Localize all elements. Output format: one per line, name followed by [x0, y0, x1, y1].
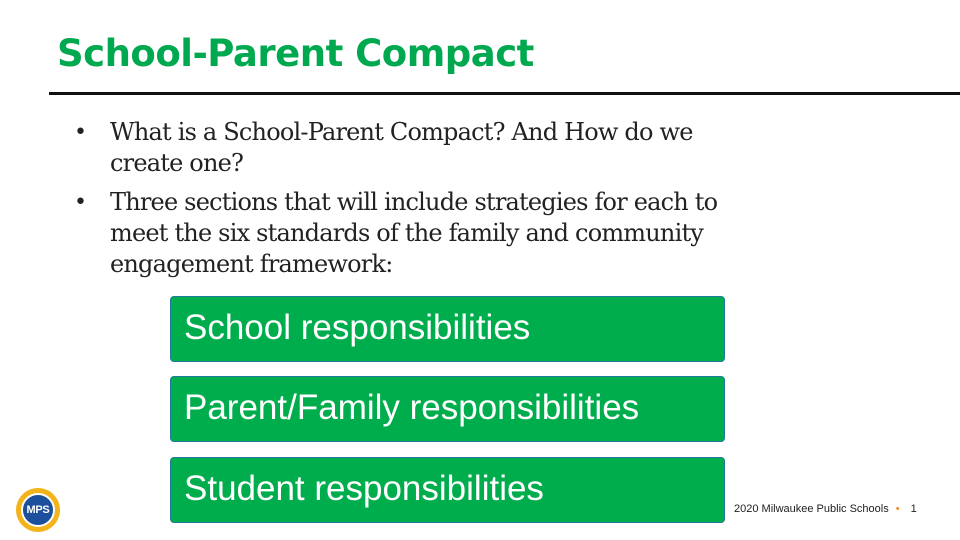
bullet-icon: •	[74, 120, 87, 145]
bullet-text: What is a School-Parent Compact? And How do we create one?	[110, 118, 693, 177]
bullet-item	[74, 187, 754, 280]
title-divider	[49, 92, 960, 95]
footer-copyright: 2020 Milwaukee Public Schools	[734, 503, 889, 515]
bullet-item	[74, 117, 754, 179]
bullet-text: Three sections that will include strategies for each to meet the six standards of the family and community engagement framework:	[110, 188, 718, 278]
slide-title: School-Parent Compact	[57, 32, 534, 75]
student-responsibilities-box: Student responsibilities	[170, 457, 725, 523]
school-responsibilities-box: School responsibilities	[170, 296, 725, 362]
bullet-list	[74, 117, 754, 288]
parent-family-responsibilities-box: Parent/Family responsibilities	[170, 376, 725, 442]
footer-separator: •	[895, 503, 900, 515]
footer	[734, 503, 917, 515]
bullet-icon: •	[74, 190, 87, 215]
page-number: 1	[910, 503, 917, 515]
logo-text: MPS	[21, 493, 55, 527]
mps-logo-icon	[16, 488, 60, 532]
